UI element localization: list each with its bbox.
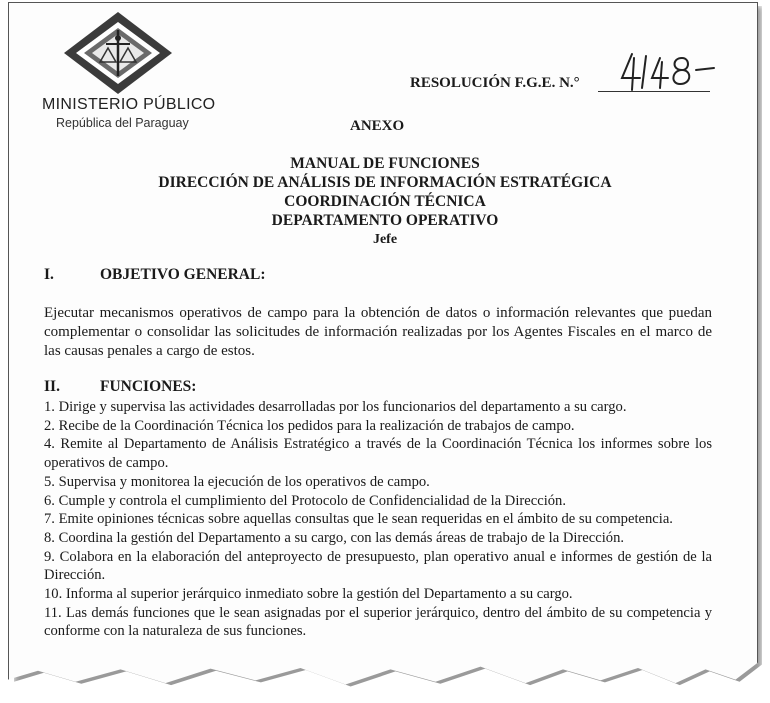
section-1-number: I. bbox=[44, 266, 54, 283]
ministerio-publico-logo-icon bbox=[60, 10, 176, 96]
organization-subtitle: República del Paraguay bbox=[56, 116, 189, 130]
resolution-label: RESOLUCIÓN F.G.E. N.° bbox=[410, 75, 580, 91]
list-item: 7. Emite opiniones técnicas sobre aquellas consultas que le sean requeridas en el ámbito de su competencia. bbox=[44, 511, 673, 528]
list-item: 2. Recibe de la Coordinación Técnica los pedidos para la realización de trabajos de campo. bbox=[44, 417, 575, 434]
heading-line-2: DIRECCIÓN DE ANÁLISIS DE INFORMACIÓN ESTRATÉGICA bbox=[158, 174, 612, 191]
list-item: 11. Las demás funciones que le sean asignadas por el superior jerárquico, dentro del ámbito de su competencia y conforme con la naturaleza de sus funciones. bbox=[44, 604, 712, 640]
heading-line-4: DEPARTAMENTO OPERATIVO bbox=[271, 212, 499, 229]
section-2-number: II. bbox=[44, 378, 60, 395]
section-1-heading: OBJETIVO GENERAL: bbox=[100, 266, 266, 283]
list-item: 9. Colabora en la elaboración del anteproyecto de presupuesto, plan operativo anual e informes de gestión de la Dirección. bbox=[44, 548, 712, 584]
list-item: 4. Remite al Departamento de Análisis Estratégico a través de la Coordinación Técnica los informes sobre los operativos de campo. bbox=[44, 436, 712, 472]
section-2-heading: FUNCIONES: bbox=[100, 378, 197, 395]
list-item: 5. Supervisa y monitorea la ejecución de los operativos de campo. bbox=[44, 473, 430, 490]
organization-name: MINISTERIO PÚBLICO bbox=[42, 96, 216, 113]
functions-list bbox=[44, 398, 712, 641]
heading-line-1: MANUAL DE FUNCIONES bbox=[290, 155, 480, 172]
list-item: 10. Informa al superior jerárquico inmediato sobre la gestión del Departamento a su cargo. bbox=[44, 586, 573, 603]
handwritten-resolution-number bbox=[610, 48, 720, 94]
document-heading bbox=[0, 154, 770, 249]
list-item: 6. Cumple y controla el cumplimiento del Protocolo de Confidencialidad de la Dirección. bbox=[44, 492, 566, 509]
list-item: 1. Dirige y supervisa las actividades desarrolladas por los funcionarios del departamento a su cargo. bbox=[44, 399, 627, 415]
annex-label: ANEXO bbox=[350, 118, 405, 134]
heading-line-3: COORDINACIÓN TÉCNICA bbox=[284, 193, 486, 210]
list-item: 8. Coordina la gestión del Departamento a su cargo, con las demás áreas de trabajo de la Dirección. bbox=[44, 529, 625, 546]
section-1-text: Ejecutar mecanismos operativos de campo para la obtención de datos o información relevantes que puedan complementar o consolidar las solicitudes de información realizadas por los Agentes Fiscales en el marco de las causas penales a cargo de estos. bbox=[44, 305, 712, 360]
heading-line-5: Jefe bbox=[372, 232, 398, 247]
